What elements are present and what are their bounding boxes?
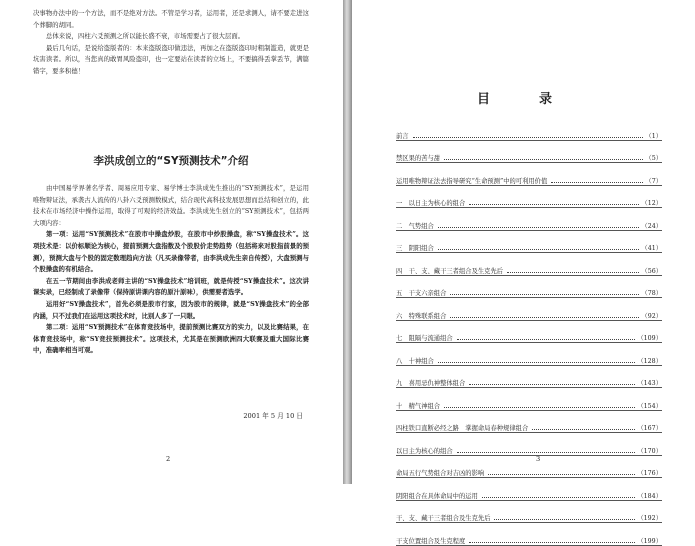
toc-entry-page: （12） — [641, 200, 662, 207]
date: 2001 年 5 月 10 日 — [243, 412, 303, 420]
toc-entry[interactable] — [396, 162, 662, 185]
toc-entry-page: （41） — [641, 245, 662, 252]
toc-entry-label: 八 十神组合 — [396, 357, 434, 365]
toc-entry-label: 四柱铁口直断必经之路 掌握命局春种规律组合 — [396, 425, 529, 432]
left-page — [0, 0, 343, 484]
toc-entry-page: （1） — [645, 132, 662, 140]
toc-entry[interactable] — [396, 230, 662, 253]
toc-entry-page: （143） — [637, 380, 662, 387]
dot-leader — [450, 317, 639, 318]
toc-entry[interactable] — [396, 410, 662, 433]
toc-entry-label: 三 阴阳组合 — [396, 245, 434, 252]
dot-leader — [457, 339, 636, 340]
toc-entry[interactable] — [396, 477, 662, 500]
toc-entry-label: 四 干、支、藏干三者组合及生克先后 — [396, 267, 504, 275]
page-number: 3 — [536, 455, 541, 463]
dot-leader — [438, 362, 636, 363]
toc-entry-label: 干支位置组合及生克程度 — [396, 537, 466, 545]
toc-entry-page: （170） — [637, 447, 662, 455]
toc-entry[interactable] — [396, 185, 662, 208]
toc-entry-page: （92） — [641, 312, 662, 320]
dot-leader — [494, 519, 635, 520]
toc-entry-label: 五 干支六亲组合 — [396, 290, 447, 297]
right-page — [352, 0, 695, 545]
dot-leader — [482, 497, 636, 498]
book-gutter — [343, 0, 352, 484]
toc-entry-page: （184） — [637, 492, 662, 500]
paragraph: 总体来说，四柱六爻预测之所以能长盛不衰，市场需要占了很大层面。 — [46, 32, 245, 41]
toc-entry-label: 二 气势组合 — [396, 222, 434, 230]
table-of-contents — [396, 117, 662, 545]
toc-title: 目 录 — [476, 92, 570, 107]
dot-leader — [438, 227, 640, 228]
dot-leader — [532, 429, 635, 430]
paragraph: 第一项：运用“SY预测技术”在股市中操盘炒股，在股市中炒股操盘，称“SY操盘技术”。这项技术是：以价标顺论为核心，提前预测大盘指数及个股股价走势趋势（包括将来对股指前景的预测），预测大盘与个股的固定数理趋向方法（凡买录像带者，由李洪成先生亲自传授），大盘预测与个股操盘的有机结合。 — [33, 230, 309, 274]
paragraph: 最后几句话，是说给盗版者的：本来盗版盗印做违法，再加之在盗版盗印时粗制滥造，就更是坑害读者。所以，当您真的敢胃风险盗印，也一定要站在读者的立场上，不要搞得丢掌丢节，满篇错字，要多积德！ — [33, 43, 309, 75]
dot-leader — [444, 159, 643, 160]
dot-leader — [469, 204, 639, 205]
dot-leader — [551, 182, 643, 183]
toc-entry[interactable] — [396, 140, 662, 163]
toc-entry-page: （176） — [637, 470, 662, 477]
toc-entry[interactable] — [396, 275, 662, 298]
toc-entry-page: （109） — [637, 335, 662, 342]
toc-entry-label: 以日主为核心的组合 — [396, 447, 453, 455]
toc-entry-label: 前言 — [396, 132, 409, 140]
toc-entry[interactable] — [396, 297, 662, 320]
toc-entry-page: （128） — [637, 357, 662, 365]
toc-entry-label: 禁区果的苦与甜 — [396, 155, 441, 162]
toc-entry[interactable] — [396, 117, 662, 140]
toc-entry-page: （167） — [637, 425, 662, 432]
section-title: 李洪成创立的“SY预测技术”介绍 — [93, 155, 249, 167]
paragraph: 在五一节期间由李洪成老师主讲的“SY操盘技术”培训班，就是传授“SY操盘技术”。这次讲课实录，已经制成了录像带（保持原讲课内容的原汁原味），供需要者选学。 — [33, 276, 309, 297]
toc-entry-label: 命局五行气势组合对吉凶的影响 — [396, 470, 485, 477]
toc-entry[interactable] — [396, 522, 662, 545]
toc-entry-label: 十 精气神组合 — [396, 402, 441, 410]
paragraph: 决事物办法中的一个方法，而不是绝对方法。不管是学习者，运用者，还是求测人，请不要走进这个葬脚的胡同。 — [33, 9, 309, 29]
toc-entry[interactable] — [396, 252, 662, 275]
dot-leader — [413, 137, 644, 138]
toc-entry-label: 七 阻隔与流通组合 — [396, 335, 453, 342]
paragraph: 第二项：运用“SY预测技术”在体育竞技场中，提前预测比赛双方的实力，以及比赛结果，在体育竞技场中，称“SY竞技预测技术”。这项技术，尤其是在预测欧洲四大联赛及重大国际比赛中，准确率相当可观。 — [33, 323, 309, 355]
dot-leader — [469, 542, 635, 543]
toc-entry-label: 运用唯物辩证法去指导研究“生命预测”中的可利用价值 — [396, 177, 548, 185]
dot-leader — [488, 474, 635, 475]
toc-entry[interactable] — [396, 320, 662, 343]
toc-entry[interactable] — [396, 365, 662, 388]
toc-entry-page: （24） — [641, 222, 662, 230]
toc-entry-page: （78） — [641, 290, 662, 297]
toc-entry-label: 六 特殊联系组合 — [396, 312, 447, 320]
toc-entry[interactable] — [396, 500, 662, 523]
toc-entry-label: 阴阳组合在具体命局中的运用 — [396, 492, 478, 500]
toc-entry-label: 干、支、藏干三者组合及生克先后 — [396, 515, 491, 522]
toc-entry[interactable] — [396, 455, 662, 478]
toc-entry-page: （199） — [637, 537, 662, 545]
dot-leader — [507, 272, 639, 273]
toc-entry[interactable] — [396, 342, 662, 365]
toc-entry-page: （56） — [641, 267, 662, 275]
toc-entry-label: 九 喜用忌仇神整体组合 — [396, 380, 466, 387]
intro-text — [33, 8, 309, 78]
toc-entry-page: （7） — [645, 177, 662, 185]
toc-entry[interactable] — [396, 207, 662, 230]
toc-entry-page: （154） — [637, 402, 662, 410]
paragraph: 运用好“SY操盘技术”，首先必须是股市行家，因为股市的规律，就是“SY操盘技术”的全部内涵，只不过我们在运用这项技术时，比别人多了一只眼。 — [33, 299, 309, 320]
dot-leader — [444, 407, 635, 408]
page-number: 2 — [166, 455, 171, 463]
paragraph: 由中国易学界著名学者、周易应用专家、易学博士李洪成先生推出的“SY预测技术”，是运用唯物辩证法，承袭古人流传的八卦六爻预测数模式，结合现代高科技发展思想而总结和创立的，此技术在市场经济中操作运用，取得了可观的经济效益。李洪成先生创立的“SY预测技术”，包括两大项内容： — [33, 184, 309, 227]
toc-entry-label: 一 以日主为核心的组合 — [396, 200, 466, 207]
dot-leader — [438, 249, 640, 250]
dot-leader — [450, 294, 639, 295]
section-body — [33, 183, 309, 357]
toc-entry[interactable] — [396, 432, 662, 455]
dot-leader — [457, 452, 636, 453]
dot-leader — [469, 384, 635, 385]
toc-entry-page: （5） — [645, 155, 662, 162]
toc-entry-page: （192） — [637, 515, 662, 522]
toc-entry[interactable] — [396, 387, 662, 410]
